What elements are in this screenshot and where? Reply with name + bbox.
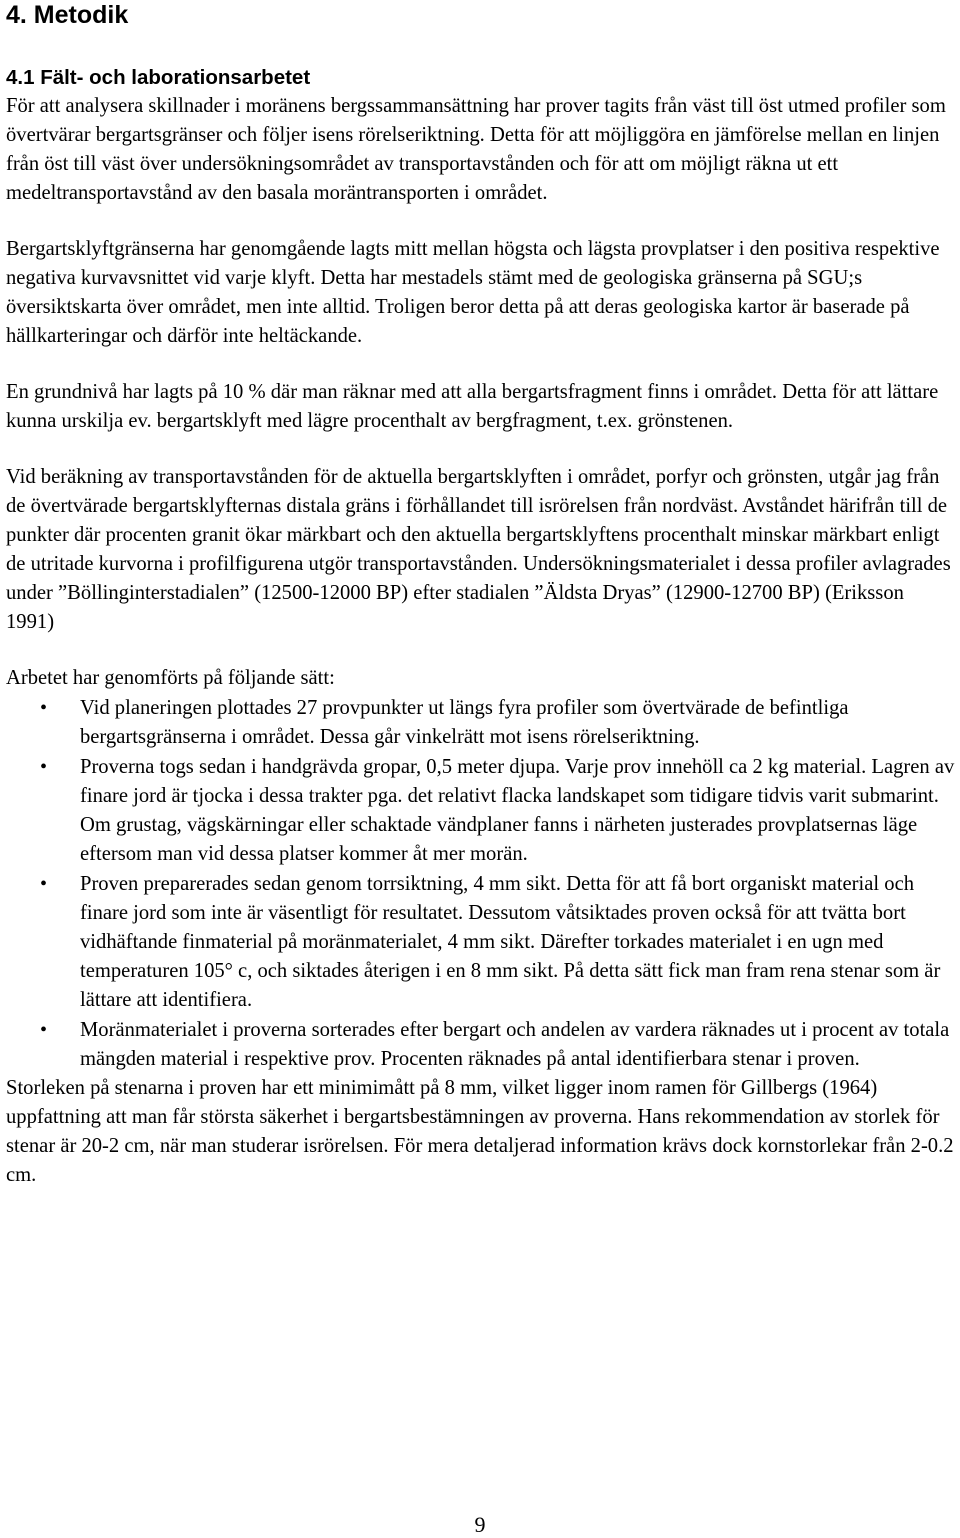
list-item-text: Proverna togs sedan i handgrävda gropar, 0,5 meter djupa. Varje prov innehöll ca 2 kg material. Lagren av finare jord är tjocka i dessa trakter pga. det relativt flacka landskapet som tidigare tidvis varit submarint. Om grustag, vägskärningar eller schaktade vändplaner fanns i närheten justerades provplatsernas läge eftersom man vid dessa platser kommer åt mer morän.	[80, 756, 955, 865]
paragraph-intro: För att analysera skillnader i moränens bergssammansättning har prover tagits från väst till öst utmed profiler som övertvärar bergartsgränser och följer isens rörelseriktning. Detta för att möjliggöra en jämförelse mellan en linjen från öst till väst över undersökningsområdet av transportavstånden och för att om möjligt räkna ut ett medeltransportavstånd av den basala moräntransporten i området.	[6, 95, 946, 204]
bullet-icon: •	[40, 1019, 48, 1041]
paragraph-method-intro: Arbetet har genomförts på följande sätt:	[6, 667, 335, 689]
paragraph-closing: Storleken på stenarna i proven har ett minimimått på 8 mm, vilket ligger inom ramen för Gillbergs (1964) uppfattning att man får största säkerhet i bergartsbestämningen av proverna. Hans rekommendation av storlek för stenar är 20-2 cm, när man studerar isrörelsen. För mera detaljerad information krävs dock kornstorlekar från 2-0.2 cm.	[6, 1077, 954, 1186]
paragraph-baseline: En grundnivå har lagts på 10 % där man räknar med att alla bergartsfragment finns i området. Detta för att lättare kunna urskilja ev. bergartsklyft med lägre procenthalt av bergfragment, t.ex. grönstenen.	[6, 381, 939, 432]
paragraph-calculation: Vid beräkning av transportavstånden för de aktuella bergartsklyften i området, porfyr och grönsten, utgår jag från de övertvärade bergartsklyfternas distala gräns i förhållandet till isrörelsen från nordväst. Avståndet härifrån till de punkter där procenten granit ökar märkbart och den aktuella bergartsklyftens procenthalt minskar märkbart enligt de utritade kurvorna i profilfigurena utgör transportavstånden. Undersökningsmaterialet i dessa profiler avlagrades under ”Böllinginterstadialen” (12500-12000 BP) efter stadialen ”Äldsta Dryas” (12900-12700 BP) (Eriksson 1991)	[6, 466, 951, 633]
list-item-text: Vid planeringen plottades 27 provpunkter ut längs fyra profiler som övertvärade de befintliga bergartsgränserna i området. Dessa går vinkelrätt mot isens rörelseriktning.	[80, 697, 849, 748]
method-bullet-list	[6, 694, 956, 1074]
paragraph-boundaries: Bergartsklyftgränserna har genomgående lagts mitt mellan högsta och lägsta provplatser i den positiva respektive negativa kurvavsnittet vid varje klyft. Detta har mestadels stämt med de geologiska gränserna på SGU;s översiktskarta över området, men inte alltid. Troligen beror detta på att deras geologiska kartor är baserade på hällkarteringar och därför inte heltäckande.	[6, 238, 940, 347]
list-item-text: Moränmaterialet i proverna sorterades efter bergart och andelen av vardera räknades ut i procent av totala mängden material i respektive prov. Procenten räknades på antal identifierbara stenar i proven.	[80, 1019, 950, 1070]
list-item	[6, 753, 956, 869]
bullet-icon: •	[40, 873, 48, 895]
page-number: 9	[474, 1512, 486, 1537]
document-page	[6, 0, 956, 1190]
bullet-icon: •	[40, 697, 48, 719]
subsection-heading: 4.1 Fält- och laborationsarbetet	[6, 66, 311, 89]
bullet-icon: •	[40, 756, 48, 778]
section-heading: 4. Metodik	[6, 1, 129, 29]
list-item	[6, 694, 956, 752]
list-item	[6, 1016, 956, 1074]
list-item-text: Proven preparerades sedan genom torrsiktning, 4 mm sikt. Detta för att få bort organiskt material och finare jord som inte är väsentligt för resultatet. Dessutom våtsiktades proven också för att tvätta bort vidhäftande finmaterial på moränmaterialet, 4 mm sikt. Därefter torkades materialet i en ugn med temperaturen 105° c, och siktades återigen i en 8 mm sikt. På detta sätt fick man fram rena stenar som är lättare att identifiera.	[80, 873, 941, 1011]
list-item	[6, 870, 956, 1015]
